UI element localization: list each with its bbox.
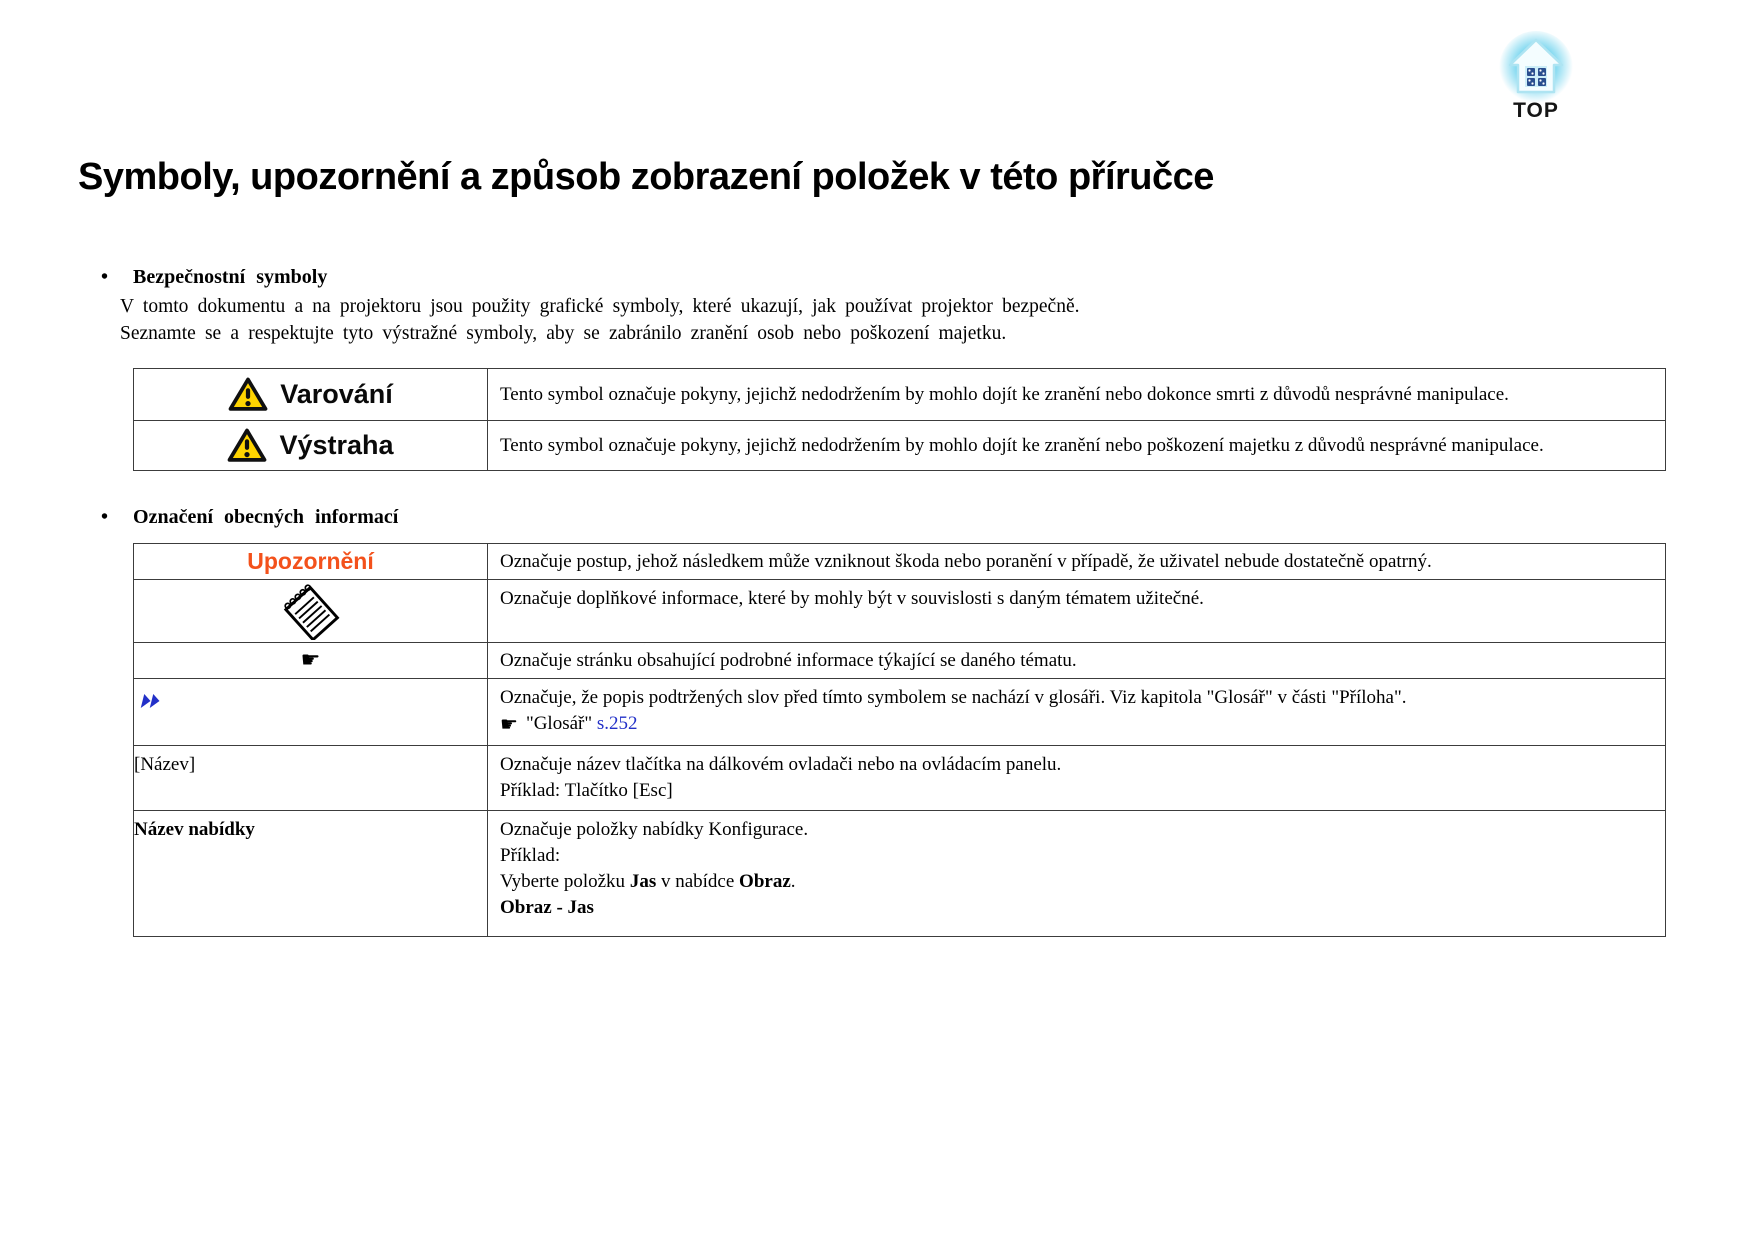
page-title: Symboly, upozornění a způsob zobrazení položek v této příručce <box>78 156 1214 198</box>
info-row-menu-name-description-cell <box>488 811 1665 936</box>
double-arrow-icon <box>134 691 164 716</box>
button-name-example: Příklad: Tlačítko [Esc] <box>500 780 673 801</box>
info-row-button-name-label-cell <box>134 746 488 811</box>
section-heading-text: Označení obecných informací <box>133 506 399 528</box>
info-row-note-icon-cell <box>134 580 488 643</box>
info-row-note-description-cell <box>488 580 1665 643</box>
section-heading-general-info <box>101 506 398 529</box>
info-row-pointer-icon-cell <box>134 643 488 679</box>
caution-description: Tento symbol označuje pokyny, jejichž nedodržením by mohlo dojít ke zranění nebo poškození majetku z důvodů nesprávné manipulace. <box>500 434 1544 456</box>
example-path-menu: Obraz <box>500 897 552 918</box>
info-row-button-name-description-cell <box>488 746 1665 811</box>
pointing-hand-icon: ☛ <box>500 712 518 736</box>
body-text-line: Seznamte se a respektujte tyto výstražné symboly, aby se zabránilo zranění osob nebo poškození majetku. <box>120 323 1007 344</box>
section-heading-safety-symbols <box>101 266 327 289</box>
note-icon <box>282 582 340 640</box>
table-row-caution-description-cell <box>488 421 1665 470</box>
button-name-description: Označuje název tlačítka na dálkovém ovladači nebo na ovládacím panelu. <box>500 754 1062 775</box>
top-button[interactable] <box>1494 30 1578 123</box>
button-name-label: [Název] <box>134 754 196 775</box>
caution-label: Výstraha <box>279 430 394 460</box>
menu-name-label: Název nabídky <box>134 819 255 840</box>
menu-name-example-heading: Příklad: <box>500 845 561 866</box>
menu-name-description: Označuje položky nabídky Konfigurace. <box>500 819 809 840</box>
table-row-warning-label-cell <box>134 369 488 421</box>
glossary-reference-label: "Glosář" <box>525 713 593 734</box>
home-icon <box>1494 30 1578 108</box>
info-row-glossary-description-cell <box>488 679 1665 746</box>
example-select-item: Jas <box>629 871 657 892</box>
pointing-hand-icon: ☛ <box>300 647 321 673</box>
info-row-attention-description-cell <box>488 544 1665 580</box>
warning-triangle-icon <box>228 377 268 412</box>
glossary-reference-line <box>500 711 1653 737</box>
safety-symbols-table <box>133 368 1666 471</box>
table-row-caution-label-cell <box>134 421 488 470</box>
warning-description: Tento symbol označuje pokyny, jejichž nedodržením by mohlo dojít ke zranění nebo dokonce smrti z důvodů nesprávné manipulace. <box>500 383 1509 405</box>
info-row-glossary-icon-cell <box>134 679 488 746</box>
example-select-post: . <box>790 871 796 892</box>
glossary-description: Označuje, že popis podtržených slov před tímto symbolem se nachází v glosáři. Viz kapitola "Glosář" v části "Příloha". <box>500 687 1407 708</box>
pointer-description: Označuje stránku obsahující podrobné informace týkající se daného tématu. <box>500 649 1077 671</box>
menu-name-example-select <box>500 869 1653 895</box>
glossary-page-link[interactable]: s.252 <box>596 713 638 734</box>
info-row-pointer-description-cell <box>488 643 1665 679</box>
warning-label: Varování <box>280 379 393 409</box>
info-row-menu-name-label-cell <box>134 811 488 936</box>
table-row-warning-description-cell <box>488 369 1665 421</box>
example-select-pre: Vyberte položku <box>500 871 630 892</box>
top-button-label[interactable]: TOP <box>1513 99 1559 122</box>
info-row-attention-label-cell <box>134 544 488 580</box>
example-select-menu: Obraz <box>739 871 791 892</box>
menu-name-example-path <box>500 895 1653 921</box>
example-path-item: Jas <box>567 897 594 918</box>
warning-triangle-icon <box>227 428 267 463</box>
general-info-table <box>133 543 1666 937</box>
attention-label: Upozornění <box>247 548 374 574</box>
attention-description: Označuje postup, jehož následkem může vzniknout škoda nebo poranění v případě, že uživatel nebude dostatečně opatrný. <box>500 550 1432 572</box>
example-select-mid: v nabídce <box>656 871 740 892</box>
body-text-line: V tomto dokumentu a na projektoru jsou použity grafické symboly, které ukazují, jak používat projektor bezpečně. <box>120 296 1080 317</box>
section-heading-text: Bezpečnostní symboly <box>133 266 328 288</box>
example-path-separator: - <box>551 897 568 918</box>
note-description: Označuje doplňkové informace, které by mohly být v souvislosti s daným tématem užitečné. <box>500 588 1204 609</box>
